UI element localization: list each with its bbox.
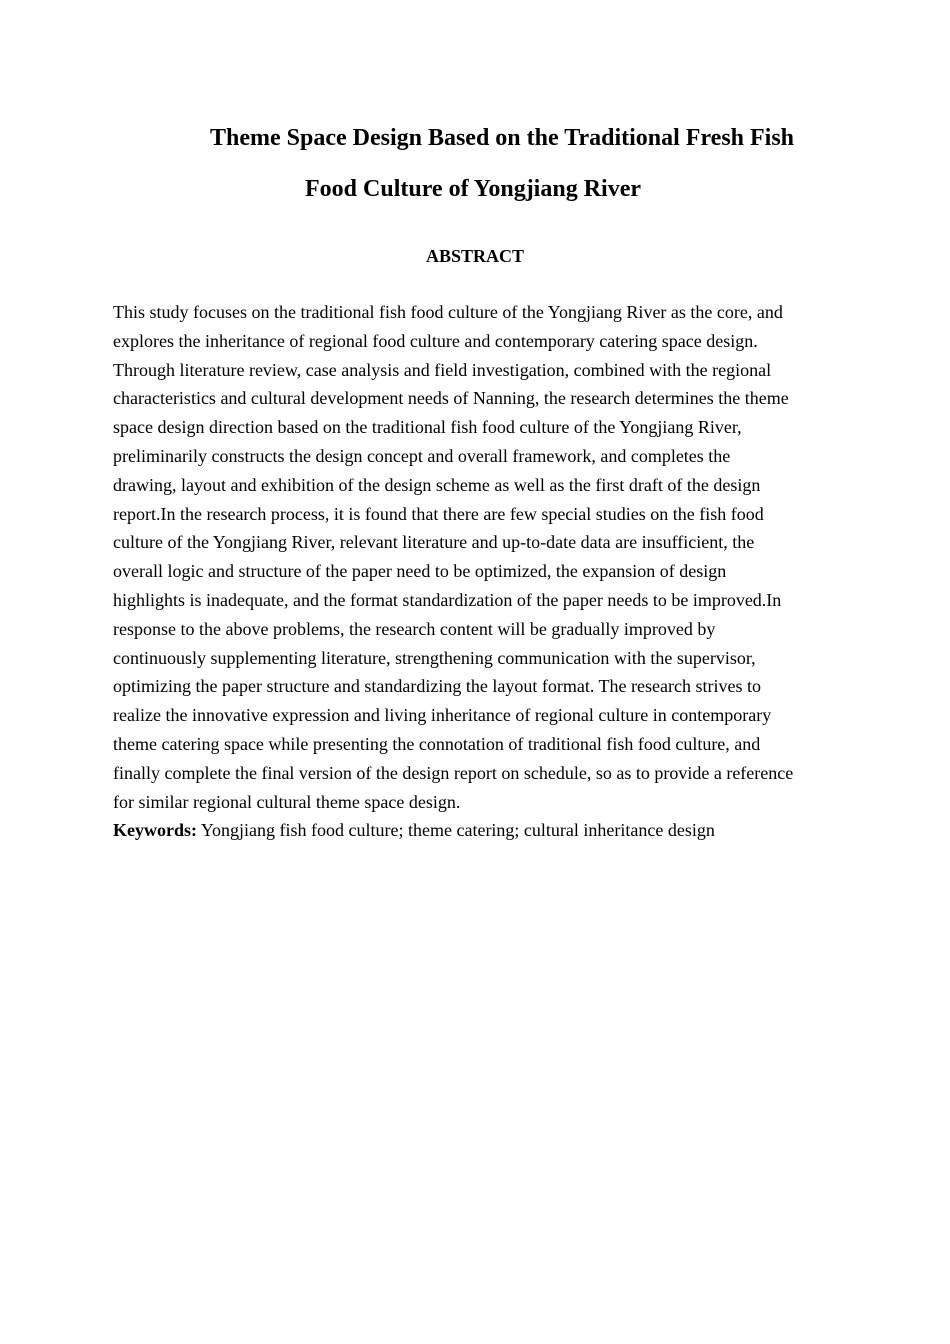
keywords-line [113, 816, 843, 845]
abstract-line: finally complete the final version of the design report on schedule, so as to provide a reference [113, 762, 794, 783]
abstract-line: culture of the Yongjiang River, relevant literature and up-to-date data are insufficient, the [113, 532, 755, 553]
keywords-label: Keywords: [113, 820, 197, 841]
abstract-line: preliminarily constructs the design concept and overall framework, and completes the [113, 445, 731, 466]
abstract-line: highlights is inadequate, and the format standardization of the paper needs to be improved.In [113, 589, 782, 610]
paper-title-line-1: Theme Space Design Based on the Traditional Fresh Fish [209, 125, 795, 151]
keywords-text: Yongjiang fish food culture; theme catering; cultural inheritance design [197, 820, 715, 841]
abstract-line: continuously supplementing literature, strengthening communication with the supervisor, [113, 647, 756, 668]
abstract-line: theme catering space while presenting the connotation of traditional fish food culture, and [113, 733, 761, 754]
abstract-line: report.In the research process, it is found that there are few special studies on the fish food [113, 503, 764, 524]
abstract-line: Through literature review, case analysis and field investigation, combined with the regional [113, 359, 772, 380]
abstract-line: realize the innovative expression and living inheritance of regional culture in contemporary [113, 705, 772, 726]
abstract-line: optimizing the paper structure and standardizing the layout format. The research strives to [113, 676, 761, 697]
abstract-line: overall logic and structure of the paper need to be optimized, the expansion of design [113, 561, 727, 582]
abstract-line: space design direction based on the traditional fish food culture of the Yongjiang River, [113, 417, 742, 438]
abstract-line: for similar regional cultural theme space design. [113, 791, 461, 812]
abstract-line: characteristics and cultural development needs of Nanning, the research determines the theme [113, 388, 789, 409]
abstract-line: explores the inheritance of regional food culture and contemporary catering space design. [113, 330, 758, 351]
abstract-body [113, 298, 843, 845]
abstract-heading: ABSTRACT [425, 246, 525, 266]
abstract-line: response to the above problems, the research content will be gradually improved by [113, 618, 716, 639]
abstract-line: This study focuses on the traditional fish food culture of the Yongjiang River as the core, and [113, 302, 783, 322]
paper-title-line-2: Food Culture of Yongjiang River [305, 176, 641, 202]
abstract-line: drawing, layout and exhibition of the design scheme as well as the first draft of the design [113, 474, 761, 495]
